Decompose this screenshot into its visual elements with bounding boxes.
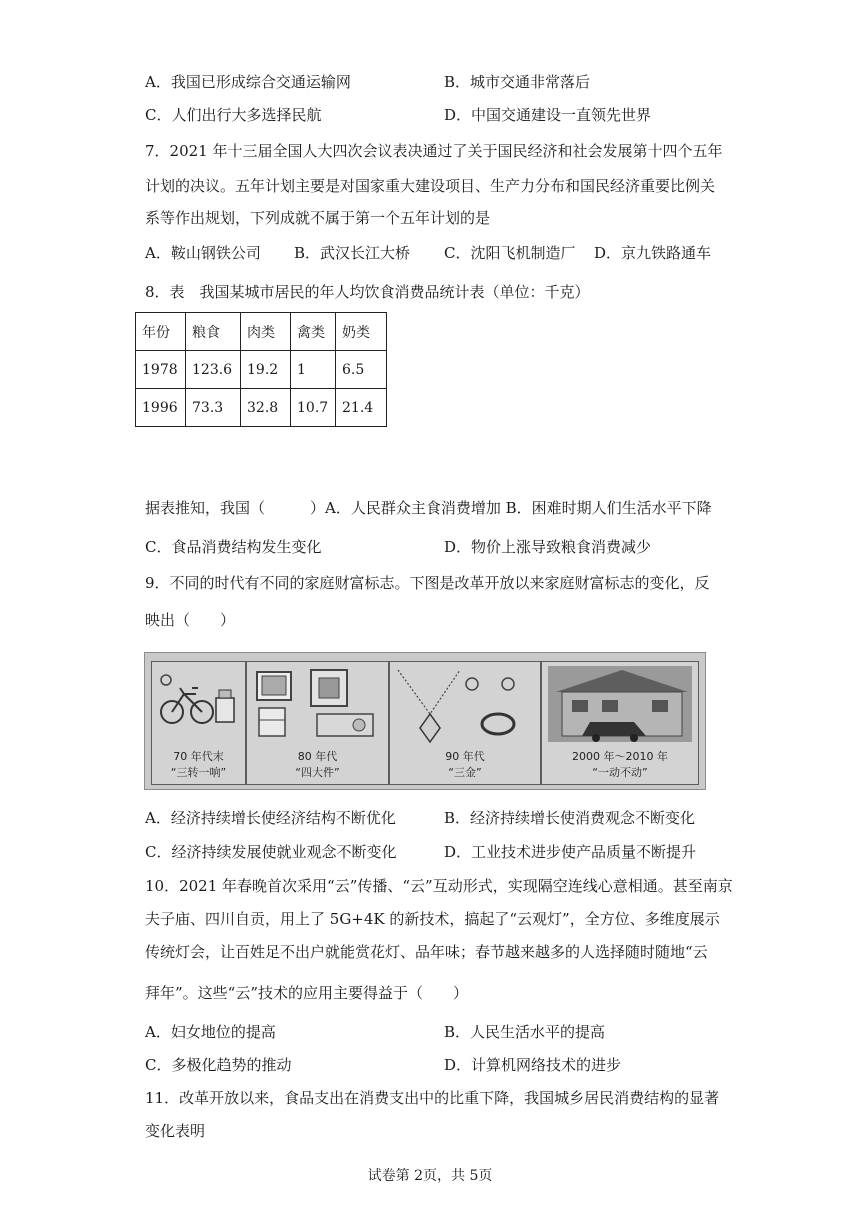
q6-option-c: C．人们出行大多选择民航 bbox=[145, 106, 322, 124]
jewelry-icon bbox=[390, 662, 540, 744]
table-header-cell: 奶类 bbox=[336, 313, 387, 351]
q9-stem-line2: 映出（ ） bbox=[145, 611, 236, 629]
q10-option-a: A．妇女地位的提高 bbox=[145, 1023, 276, 1041]
panel-symbol-label: “三金” bbox=[448, 766, 482, 779]
figure-panel-2000s bbox=[541, 661, 699, 785]
q7-stem-line2: 计划的决议。五年计划主要是对国家重大建设项目、生产力分布和国民经济重要比例关 bbox=[145, 177, 716, 195]
q8-option-c: C．食品消费结构发生变化 bbox=[145, 538, 322, 556]
q7-option-b: B．武汉长江大桥 bbox=[294, 244, 411, 262]
q6-option-d: D．中国交通建设一直领先世界 bbox=[444, 106, 652, 124]
wealth-symbols-figure bbox=[144, 652, 706, 790]
q7-option-d: D．京九铁路通车 bbox=[594, 244, 712, 262]
q9-option-d: D．工业技术进步使产品质量不断提升 bbox=[444, 843, 697, 861]
q10-option-d: D．计算机网络技术的进步 bbox=[444, 1056, 622, 1074]
table-cell: 73.3 bbox=[186, 389, 241, 427]
table-row bbox=[136, 351, 387, 389]
q10-option-b: B．人民生活水平的提高 bbox=[444, 1023, 606, 1041]
q9-stem-line1: 9．不同的时代有不同的家庭财富标志。下图是改革开放以来家庭财富标志的变化，反 bbox=[145, 574, 710, 592]
q6-option-a: A．我国已形成综合交通运输网 bbox=[145, 73, 351, 91]
panel-symbol-label: “三转一响” bbox=[170, 766, 227, 779]
table-cell: 1 bbox=[291, 351, 336, 389]
panel-era-label: 80 年代 bbox=[297, 750, 338, 763]
q6-option-b: B．城市交通非常落后 bbox=[444, 73, 591, 91]
q7-option-c: C．沈阳飞机制造厂 bbox=[444, 244, 576, 262]
q10-stem-line4: 拜年”。这些“云”技术的应用主要得益于（ ） bbox=[145, 984, 469, 1002]
panel-era-label: 2000 年～2010 年 bbox=[572, 750, 668, 763]
panel-symbol-label: “四大件” bbox=[295, 766, 340, 779]
q9-option-a: A．经济持续增长使经济结构不断优化 bbox=[145, 809, 396, 827]
table-cell: 10.7 bbox=[291, 389, 336, 427]
q9-option-c: C．经济持续发展使就业观念不断变化 bbox=[145, 843, 397, 861]
table-header-cell: 粮食 bbox=[186, 313, 241, 351]
table-cell: 1978 bbox=[136, 351, 186, 389]
panel-era-label: 90 年代 bbox=[445, 750, 485, 763]
table-cell: 32.8 bbox=[241, 389, 291, 427]
table-cell: 6.5 bbox=[336, 351, 387, 389]
q9-option-b: B．经济持续增长使消费观念不断变化 bbox=[444, 809, 696, 827]
table-row bbox=[136, 389, 387, 427]
figure-panel-1990s bbox=[389, 661, 541, 785]
q7-stem-line3: 系等作出规划，下列成就不属于第一个五年计划的是 bbox=[145, 209, 491, 227]
q7-stem-line1: 7．2021 年十三届全国人大四次会议表决通过了关于国民经济和社会发展第十四个五年 bbox=[145, 142, 723, 160]
panel-symbol-label: “一动不动” bbox=[592, 766, 648, 779]
q10-stem-line1: 10．2021 年春晚首次采用“云”传播、“云”互动形式，实现隔空连线心意相通。甚至南京 bbox=[145, 877, 733, 895]
figure-panel-1970s bbox=[151, 661, 246, 785]
table-header-cell: 肉类 bbox=[241, 313, 291, 351]
q8-caption: 8．表 我国某城市居民的年人均饮食消费品统计表（单位：千克） bbox=[145, 283, 590, 301]
table-cell: 21.4 bbox=[336, 389, 387, 427]
q11-stem-line2: 变化表明 bbox=[145, 1122, 206, 1140]
q7-option-a: A．鞍山钢铁公司 bbox=[145, 244, 261, 262]
q8-stem: 据表推知，我国（ ）A．人民群众主食消费增加 B．困难时期人们生活水平下降 bbox=[145, 499, 712, 517]
page-footer: 试卷第 2页，共 5页 bbox=[367, 1168, 493, 1184]
q10-stem-line3: 传统灯会，让百姓足不出户就能赏花灯、品年味；春节越来越多的人选择随时随地“云 bbox=[145, 943, 708, 961]
table-header-row bbox=[136, 313, 387, 351]
appliances-icon bbox=[247, 662, 388, 744]
q10-stem-line2: 夫子庙、四川自贡，用上了 5G+4K 的新技术，搞起了“云观灯”，全方位、多维度展示 bbox=[145, 910, 720, 928]
table-cell: 19.2 bbox=[241, 351, 291, 389]
consumption-table bbox=[135, 312, 387, 427]
table-header-cell: 禽类 bbox=[291, 313, 336, 351]
figure-panel-1980s bbox=[246, 661, 389, 785]
house-car-icon bbox=[542, 662, 698, 744]
bicycle-icon bbox=[152, 662, 245, 742]
panel-era-label: 70 年代末 bbox=[173, 750, 224, 763]
table-cell: 1996 bbox=[136, 389, 186, 427]
table-header-cell: 年份 bbox=[136, 313, 186, 351]
q8-option-d: D．物价上涨导致粮食消费减少 bbox=[444, 538, 652, 556]
q11-stem-line1: 11．改革开放以来，食品支出在消费支出中的比重下降，我国城乡居民消费结构的显著 bbox=[145, 1089, 720, 1107]
q10-option-c: C．多极化趋势的推动 bbox=[145, 1056, 292, 1074]
table-cell: 123.6 bbox=[186, 351, 241, 389]
